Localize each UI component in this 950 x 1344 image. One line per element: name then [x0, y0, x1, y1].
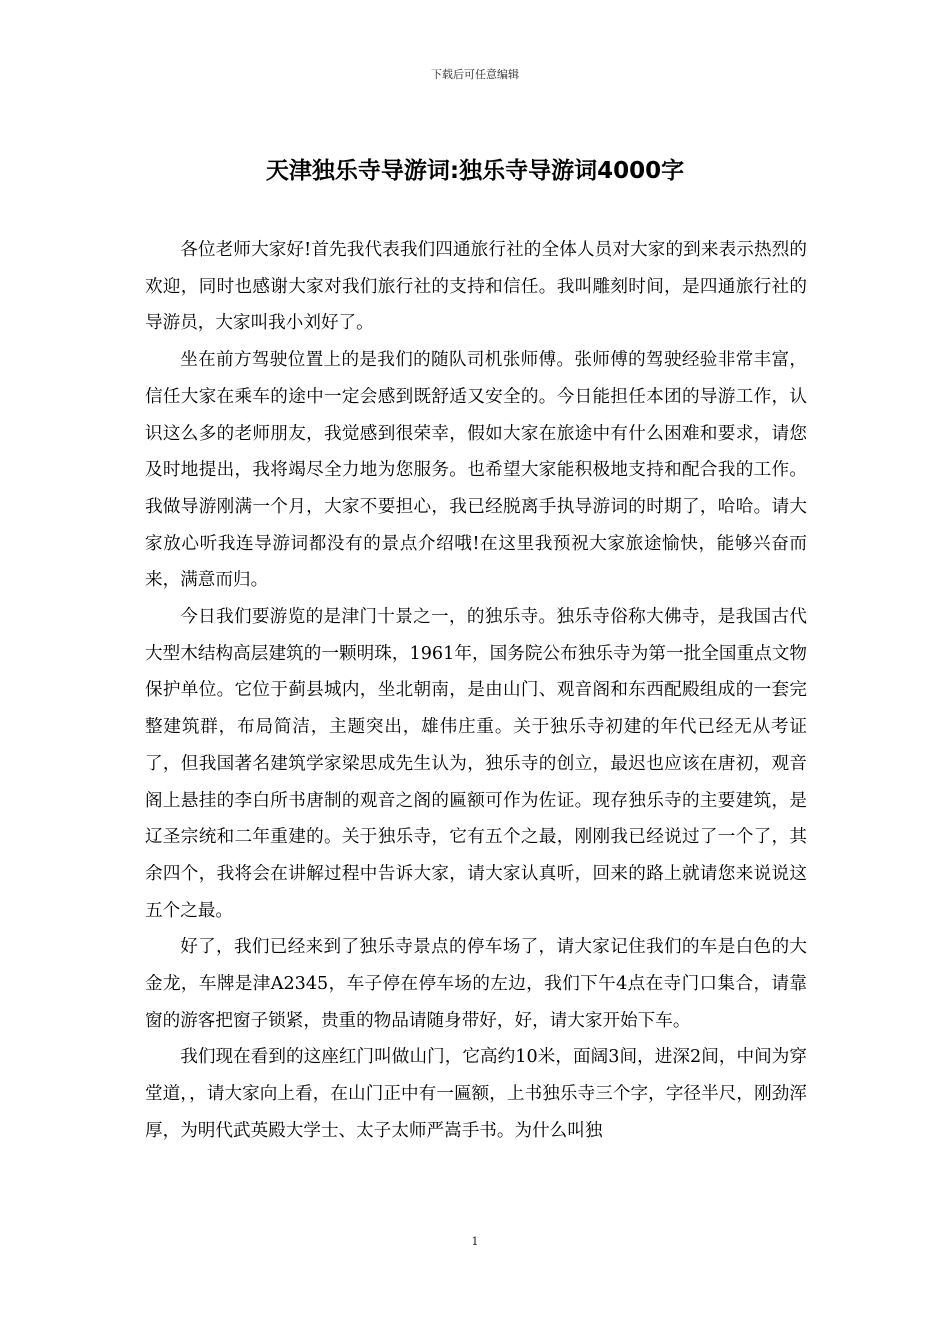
page-header: 下载后可任意编辑 [431, 68, 519, 81]
paragraph: 坐在前方驾驶位置上的是我们的随队司机张师傅。张师傅的驾驶经验非常丰富，信任大家在乘车的途中一定会感到既舒适又安全的。今日能担任本团的导游工作，认识这么多的老师朋友，我觉感到很荣幸，假如大家在旅途中有什么困难和要求，请您及时地提出，我将竭尽全力地为您服务。也希望大家能积极地支持和配合我的工作。我做导游刚满一个月，大家不要担心，我已经脱离手执导游词的时期了，哈哈。请大家放心听我连导游词都没有的景点介绍哦!在这里我预祝大家旅途愉快，能够兴奋而来，满意而归。 [145, 350, 807, 591]
page-number: 1 [471, 1235, 479, 1248]
document-title: 天津独乐寺导游词:独乐寺导游词4000字 [265, 158, 685, 184]
paragraph: 各位老师大家好!首先我代表我们四通旅行社的全体人员对大家的到来表示热烈的欢迎，同时也感谢大家对我们旅行社的支持和信任。我叫雕刻时间，是四通旅行社的导游员，大家叫我小刘好了。 [145, 240, 807, 334]
paragraph: 好了，我们已经来到了独乐寺景点的停车场了，请大家记住我们的车是白色的大金龙，车牌是津A2345，车子停在停车场的左边，我们下午4点在寺门口集合，请靠窗的游客把窗子锁紧，贵重的物品请随身带好，好，请大家开始下车。 [145, 937, 807, 1031]
paragraph: 我们现在看到的这座红门叫做山门，它高约10米，面阔3间，进深2间，中间为穿堂道，，请大家向上看，在山门正中有一匾额，上书独乐寺三个字，字径半尺，刚劲浑厚，为明代武英殿大学士、太子太师严嵩手书。为什么叫独 [145, 1047, 807, 1141]
paragraph: 今日我们要游览的是津门十景之一，的独乐寺。独乐寺俗称大佛寺，是我国古代大型木结构高层建筑的一颗明珠，1961年，国务院公布独乐寺为第一批全国重点文物保护单位。它位于蓟县城内，坐北朝南，是由山门、观音阁和东西配殿组成的一套完整建筑群，布局简洁，主题突出，雄伟庄重。关于独乐寺初建的年代已经无从考证了，但我国著名建筑学家梁思成先生认为，独乐寺的创立，最迟也应该在唐初，观音阁上悬挂的李白所书唐制的观音之阁的匾额可作为佐证。现存独乐寺的主要建筑，是辽圣宗统和二年重建的。关于独乐寺，它有五个之最，刚刚我已经说过了一个了，其余四个，我将会在讲解过程中告诉大家，请大家认真听，回来的路上就请您来说说这五个之最。 [145, 607, 807, 921]
document-body [145, 232, 807, 1150]
